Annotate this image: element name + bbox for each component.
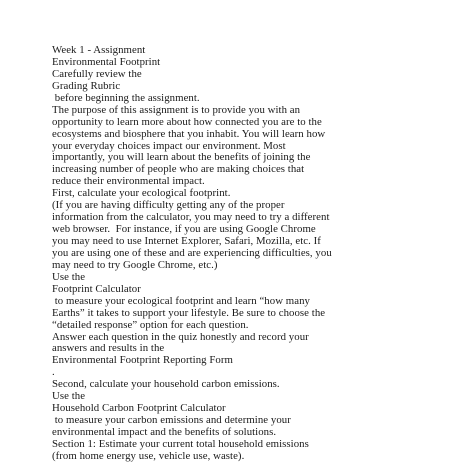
text-line: may need to try Google Chrome, etc.) [52, 258, 218, 271]
text-line: you are using one of these and are experiencing difficulties, you [52, 246, 332, 259]
text-line: to measure your carbon emissions and determine your [52, 414, 291, 427]
text-line: (If you are having difficulty getting any of the proper [52, 199, 285, 212]
text-line: Use the [52, 270, 86, 283]
text-line: Section 1: Estimate your current total household emissions [52, 437, 309, 450]
text-line: Earths” it takes to support your lifestyle. Be sure to choose the [52, 306, 326, 319]
assignment-subtitle: Environmental Footprint [52, 55, 161, 68]
text-line: information from the calculator, you may need to try a different [52, 211, 330, 224]
text-line: (from home energy use, vehicle use, waste). [52, 449, 245, 462]
text-line: you may need to use Internet Explorer, Safari, Mozilla, etc. If [52, 235, 321, 247]
reporting-form-link[interactable]: Environmental Footprint Reporting Form [52, 354, 233, 367]
text-line: before beginning the assignment. [52, 91, 200, 104]
document-page [52, 45, 447, 463]
text-line: Carefully review the [52, 67, 142, 80]
text-line: reduce their environmental impact. [52, 175, 205, 188]
text-line: Use the [52, 390, 86, 403]
text-line: environmental impact and the benefits of solutions. [52, 426, 277, 438]
text-line: your everyday choices impact our environment. Most [52, 139, 286, 152]
text-line: “detailed response” option for each question. [52, 318, 249, 331]
text-line: Second, calculate your household carbon emissions. [52, 378, 280, 391]
carbon-calculator-link[interactable]: Household Carbon Footprint Calculator [52, 402, 226, 415]
text-line: to measure your ecological footprint and learn “how many [52, 294, 310, 307]
footprint-calculator-link[interactable]: Footprint Calculator [52, 282, 141, 295]
text-line: ecosystems and biosphere that you inhabit. You will learn how [52, 127, 326, 140]
text-line: importantly, you will learn about the benefits of joining the [52, 151, 311, 164]
text-line: The purpose of this assignment is to provide you with an [52, 103, 301, 116]
text-line: increasing number of people who are making choices that [52, 163, 305, 176]
text-line: . [52, 366, 55, 379]
assignment-title: Week 1 - Assignment [52, 44, 146, 56]
text-line: opportunity to learn more about how connected you are to the [52, 115, 322, 128]
text-line: Answer each question in the quiz honestly and record your [52, 330, 309, 343]
text-line: First, calculate your ecological footprint. [52, 187, 231, 200]
text-line: answers and results in the [52, 342, 165, 355]
grading-rubric-link[interactable]: Grading Rubric [52, 79, 121, 92]
text-line: web browser. For instance, if you are using Google Chrome [52, 223, 316, 236]
